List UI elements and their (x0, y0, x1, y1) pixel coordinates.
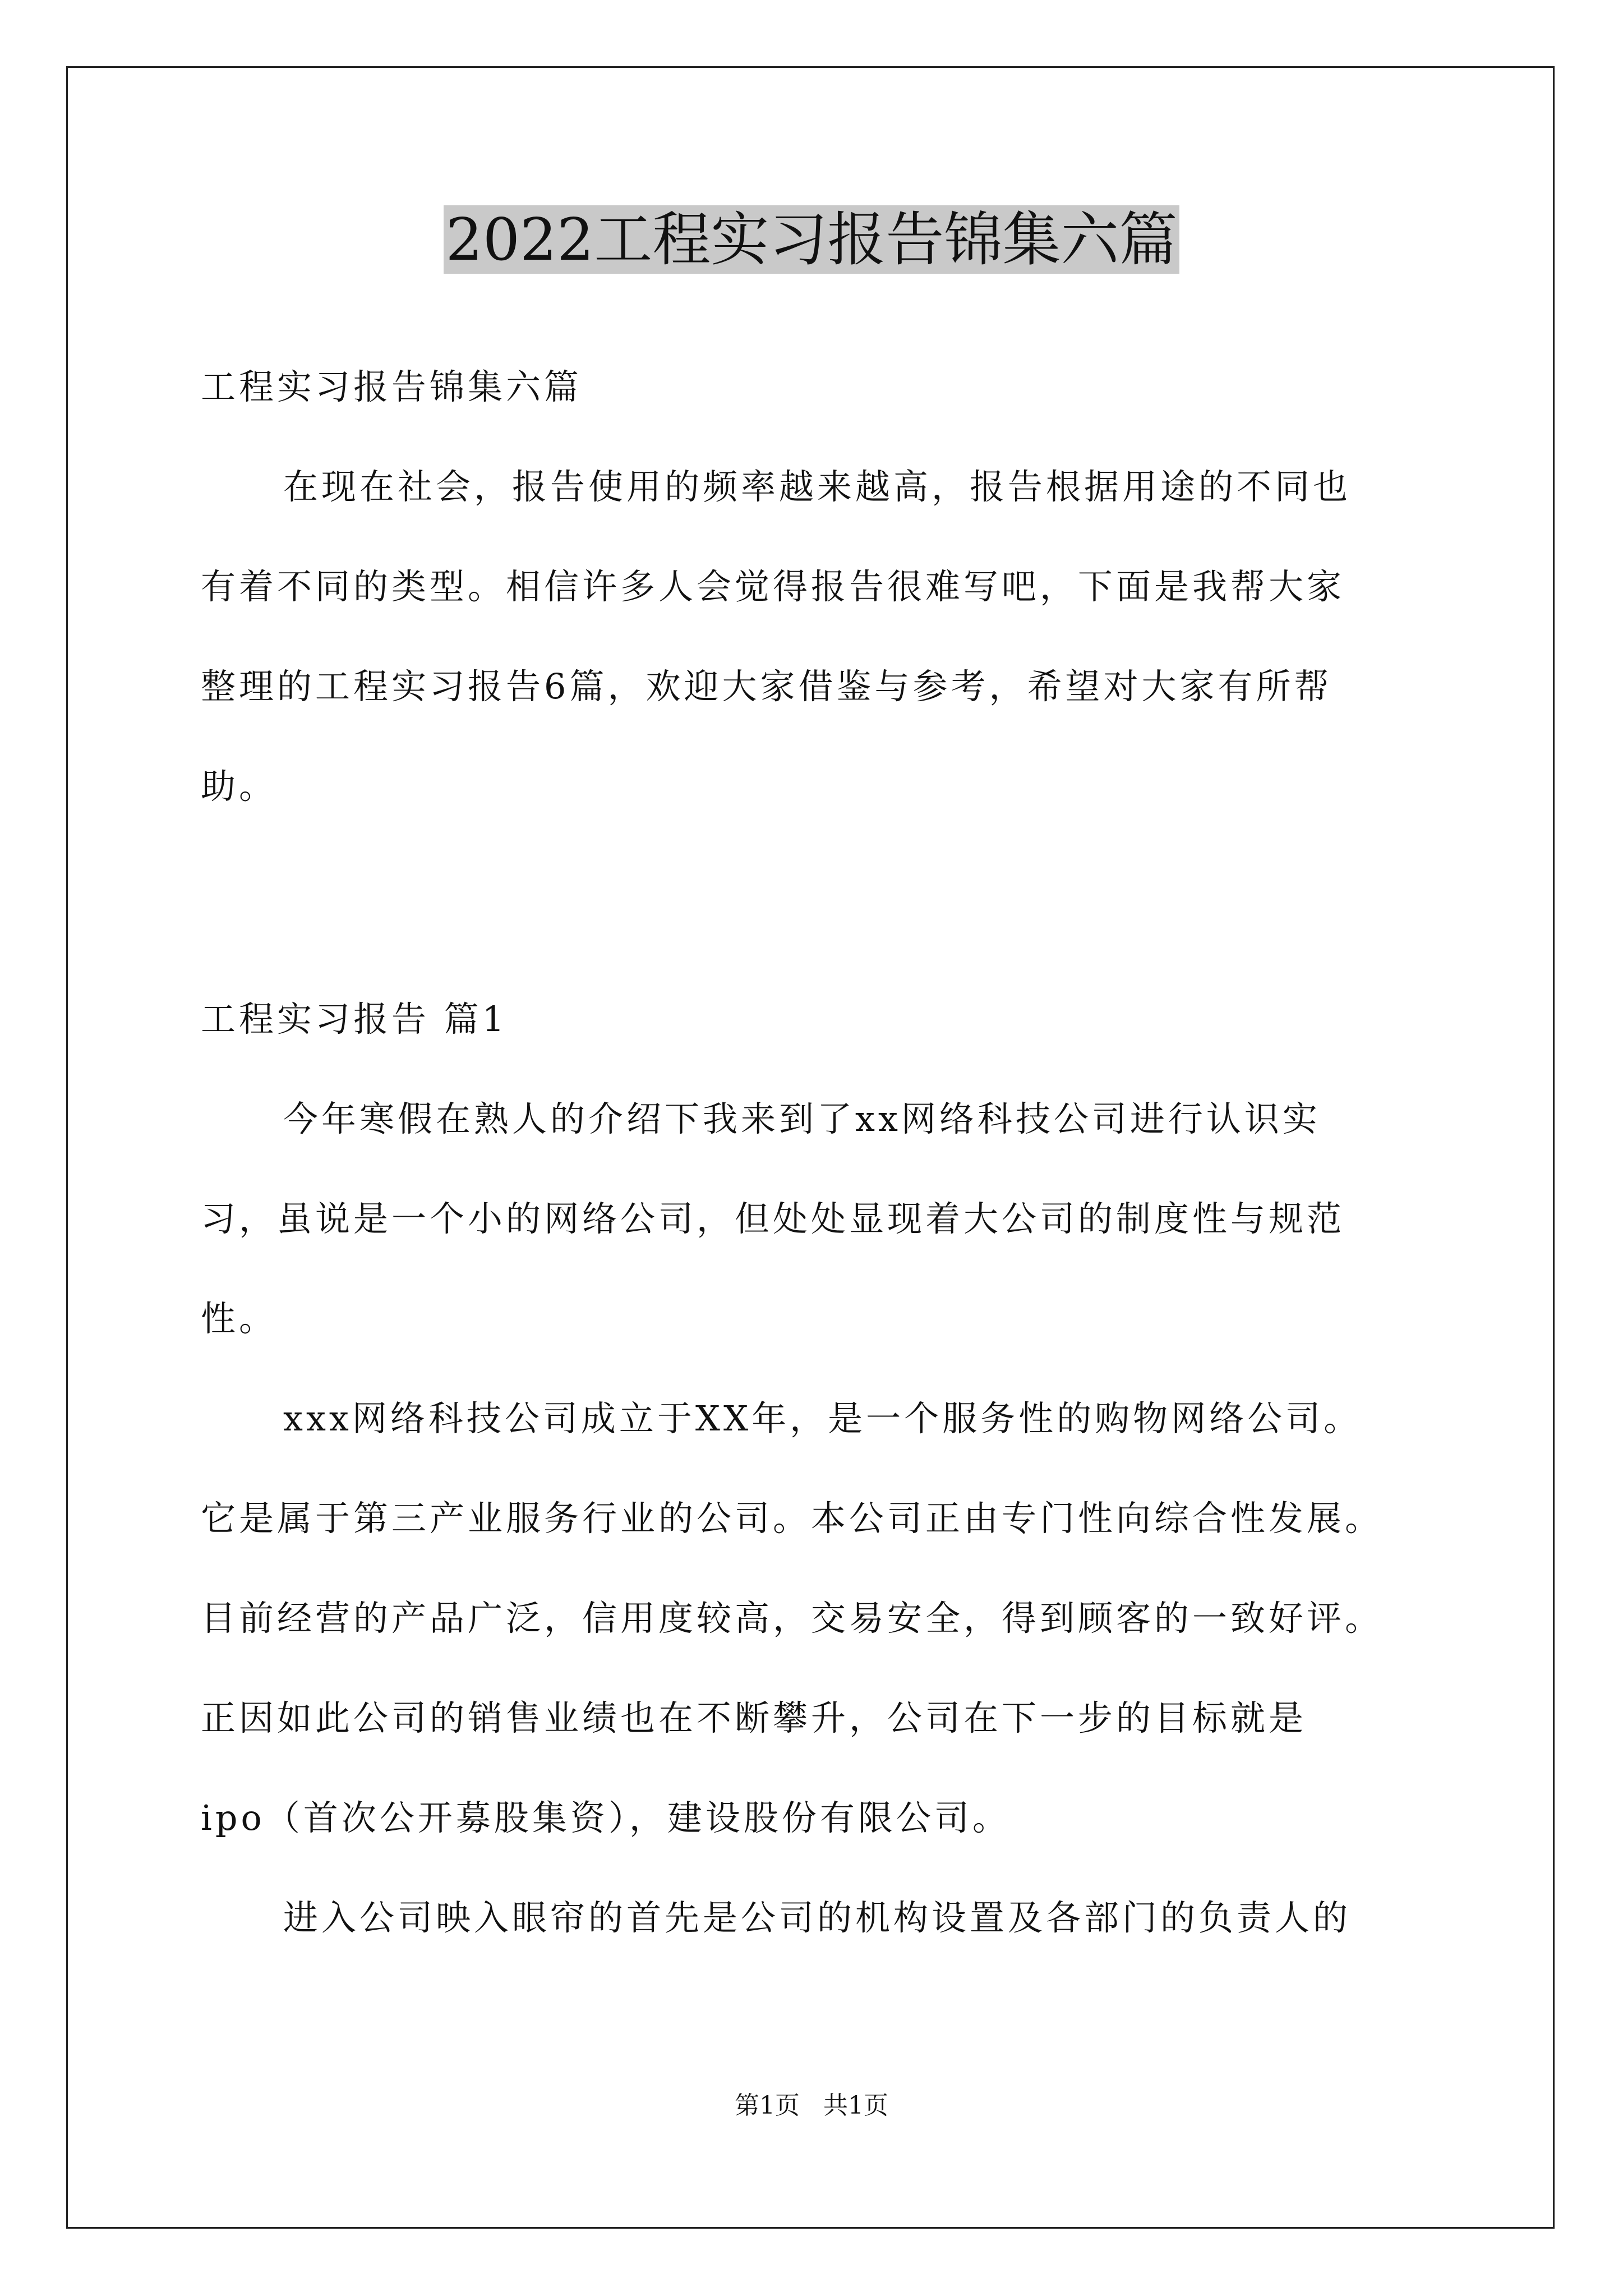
document-title (0, 200, 1623, 279)
para1-line-1: 今年寒假在熟人的介绍下我来到了xx网络科技公司进行认识实 (283, 1098, 1321, 1139)
para2-line-3: 目前经营的产品广泛，信用度较高，交易安全，得到顾客的一致好评。 (201, 1598, 1384, 1639)
document-title-text: 2022工程实习报告锦集六篇 (444, 205, 1180, 274)
para2-line-4: 正因如此公司的销售业绩也在不断攀升，公司在下一步的目标就是 (201, 1697, 1307, 1738)
para2-line-5: ipo（首次公开募股集资），建设股份有限公司。 (201, 1797, 1011, 1838)
intro-line-4: 助。 (201, 766, 278, 807)
para2-line-2: 它是属于第三产业服务行业的公司。本公司正由专门性向综合性发展。 (201, 1498, 1384, 1539)
para1-line-3: 性。 (201, 1298, 278, 1339)
para2-line-1: xxx网络科技公司成立于XX年，是一个服务性的购物网络公司。 (283, 1398, 1362, 1439)
page-footer: 第1页 共1页 (735, 2091, 888, 2120)
para1-line-2: 习，虽说是一个小的网络公司，但处处显现着大公司的制度性与规范 (201, 1198, 1345, 1239)
intro-line-1: 在现在社会，报告使用的频率越来越高，报告根据用途的不同也 (283, 466, 1352, 507)
para3-line-1: 进入公司映入眼帘的首先是公司的机构设置及各部门的负责人的 (283, 1897, 1352, 1938)
intro-line-3: 整理的工程实习报告6篇，欢迎大家借鉴与参考，希望对大家有所帮 (201, 666, 1332, 707)
intro-line-2: 有着不同的类型。相信许多人会觉得报告很难写吧，下面是我帮大家 (201, 566, 1345, 607)
section-heading: 工程实习报告 篇1 (201, 999, 508, 1039)
document-subtitle: 工程实习报告锦集六篇 (201, 366, 583, 407)
